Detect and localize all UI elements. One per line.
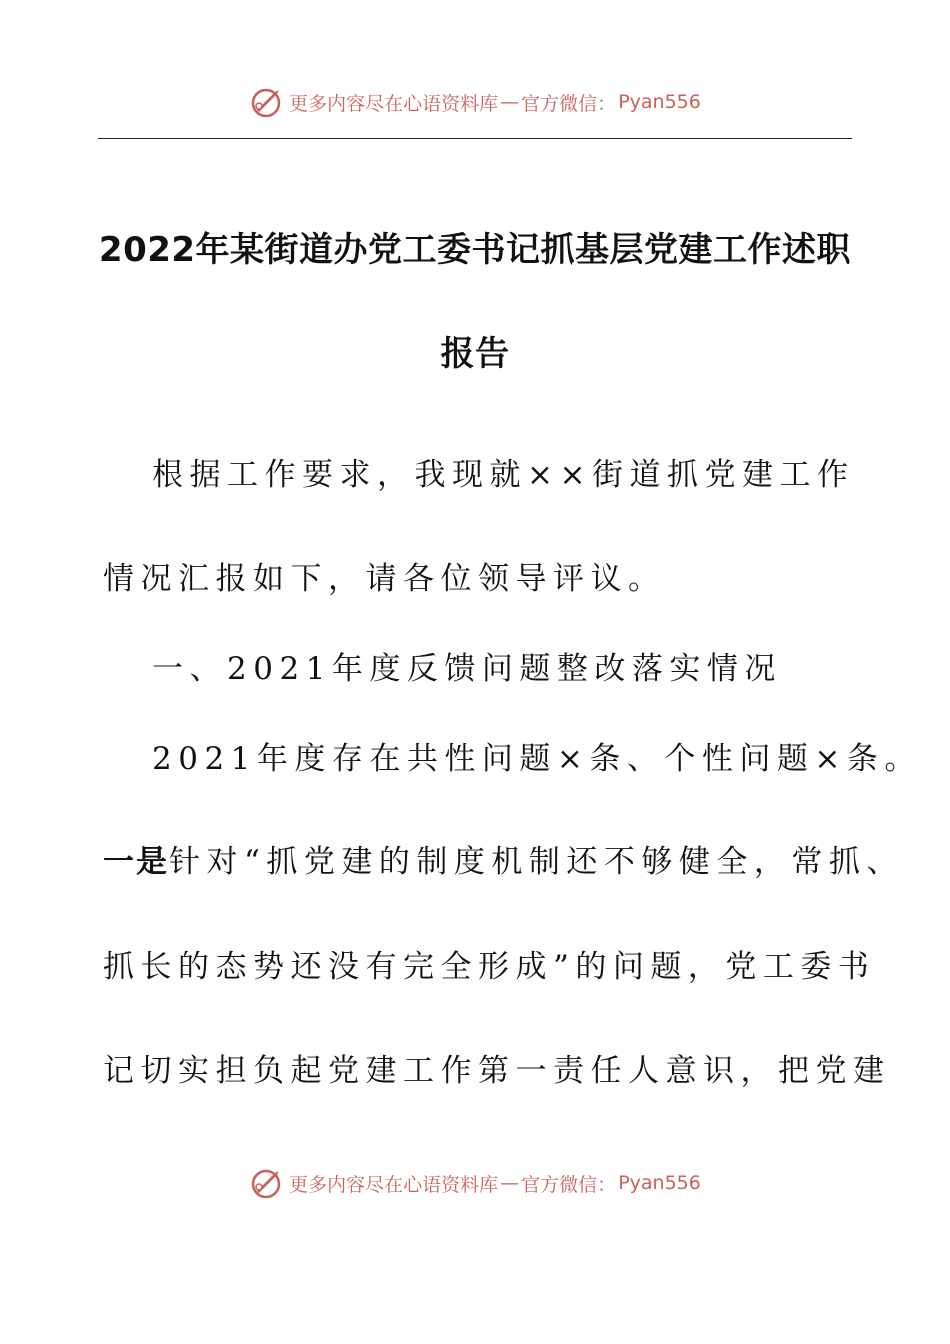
header-divider	[98, 138, 852, 139]
header-site-text: 更多内容尽在心语资料库	[289, 92, 499, 115]
document-title-line-1: 2022年某街道办党工委书记抓基层党建工作述职	[98, 230, 852, 270]
footer-dash: —	[500, 1172, 520, 1194]
header-wechat-id: Pyan556	[618, 91, 701, 113]
footer-site-text: 更多内容尽在心语资料库	[289, 1173, 499, 1196]
footer-banner	[0, 1161, 950, 1205]
pen-logo-icon	[249, 84, 285, 120]
header-wechat-label: 官方微信：	[521, 92, 617, 115]
header-banner	[0, 80, 950, 124]
pen-logo-icon	[249, 1165, 285, 1201]
header-dash: —	[500, 91, 520, 113]
point-bold-label: 一是	[103, 844, 169, 880]
document-title-line-2: 报告	[440, 334, 510, 374]
intro-line-2: 情况汇报如下，请各位领导评议。	[103, 561, 666, 597]
footer-wechat-id: Pyan556	[618, 1172, 701, 1194]
footer-wechat-label: 官方微信：	[521, 1173, 617, 1196]
point-line-1	[103, 836, 904, 881]
point-line-1-text: 针对“抓党建的制度机制还不够健全，常抓、	[169, 844, 904, 880]
point-line-3: 记切实担负起党建工作第一责任人意识，把党建	[103, 1053, 891, 1089]
point-line-2: 抓长的态势还没有完全形成”的问题，党工委书	[103, 949, 876, 985]
section-heading: 一、2021年度反馈问题整改落实情况	[152, 651, 782, 687]
summary-line: 2021年度存在共性问题×条、个性问题×条。	[152, 741, 922, 777]
intro-line-1: 根据工作要求，我现就××街道抓党建工作	[152, 457, 855, 493]
